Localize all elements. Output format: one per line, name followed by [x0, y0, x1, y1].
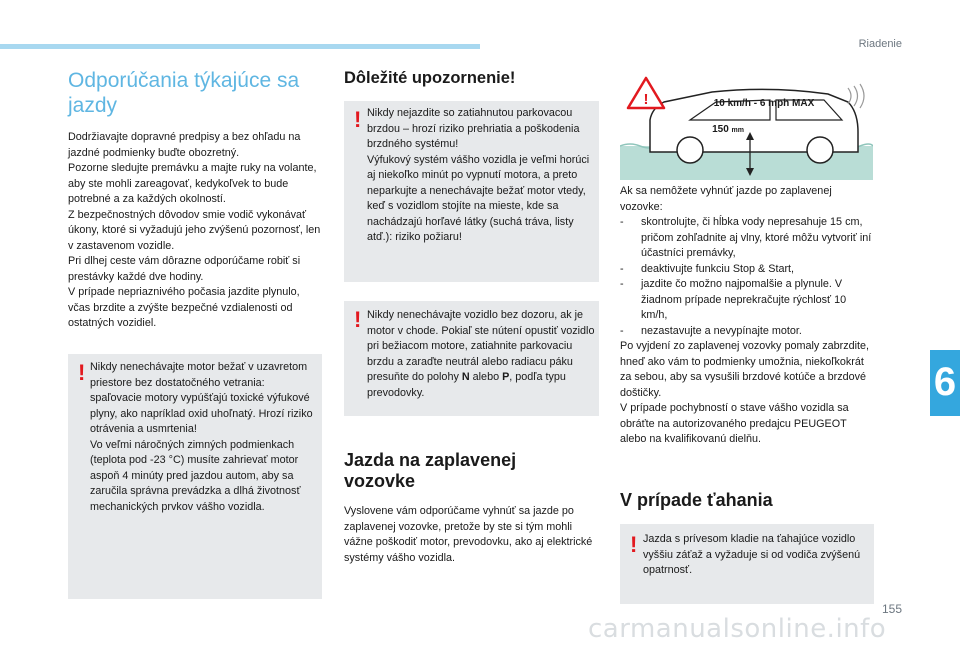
warning-text: Nikdy nejazdite so zatiahnutou parkovacou brzdou – hrozí riziko prehriatia a poškodenia brzdného systému! — [367, 107, 580, 150]
flood-after-text: V prípade pochybností o stave vášho vozidla sa obráťte na autorizovaného predajcu PEUGEOT alebo na kvalifikovanú dielňu. — [620, 402, 849, 445]
watermark: carmanualsonline.info — [588, 614, 887, 644]
section-title-important: Dôležité upozornenie! — [344, 69, 516, 87]
list-item: - skontrolujte, či hĺbka vody nepresahuje 15 cm, pričom zohľadnite aj vlny, ktoré môžu vytvoriť iní účastníci premávky, — [620, 216, 872, 259]
recommendation-paragraph: V prípade nepriaznivého počasia jazdite plynulo, včas brzdite a zvýšte bezpečné vzdialenosti od ostatných vozidiel. — [68, 286, 300, 329]
column-flood-instructions — [620, 184, 874, 448]
header-bar — [0, 44, 480, 49]
recommendation-paragraph: Pri dlhej ceste vám dôrazne odporúčame robiť si prestávky každé dve hodiny. — [68, 255, 301, 283]
recommendation-paragraph: Z bezpečnostných dôvodov smie vodič vykonávať úkony, ktoré si vyžadujú jeho zvýšenú pozornosť, len v zastavenom vozidle. — [68, 208, 321, 252]
warning-box-towing — [620, 524, 874, 604]
column-recommendations — [68, 68, 322, 332]
warning-icon: ! — [354, 307, 362, 332]
list-item: - jazdite čo možno najpomalšie a plynule. V žiadnom prípade neprekračujte rýchlosť 10 km/h, — [620, 278, 847, 321]
warning-text: Jazda s prívesom kladie na ťahajúce vozidlo vyššiu záťaž a vyžaduje si od vodiča zvýšenú opatrnosť. — [643, 533, 861, 576]
depth-unit: mm — [731, 127, 744, 134]
warning-text: Nikdy nenechávajte vozidlo bez dozoru, ak je motor v chode. Pokiaľ ste nútení opustiť vozidlo pri bežiacom motore, zatiahnite parkovaciu brzdu a zaraďte neutrál alebo radiacu páku presuňte do polohy N alebo P, podľa typu prevodovky. — [367, 309, 595, 399]
list-item: - deaktivujte funkciu Stop & Start, — [620, 262, 795, 275]
flooded-car-illustration — [620, 72, 873, 180]
section-flooded-road — [344, 450, 599, 566]
flood-instructions-list — [620, 215, 874, 339]
svg-text:!: ! — [643, 91, 649, 108]
warning-box-parking-brake — [344, 101, 599, 282]
warning-text: Vo veľmi náročných zimných podmienkach (teplota pod -23 °C) musíte zahrievať motor aspoň 4 minúty pred jazdou autom, aby sa zaručila správna prevádzka a dlhá životnosť mechanických prvkov vášho vozidla. — [90, 438, 301, 513]
warning-text: Výfukový systém vášho vozidla je veľmi horúci aj niekoľko minút po vypnutí motora, a preto neparkujte a nenechávajte bežať motor vtedy, keď s vozidlom stojíte na mieste, kde sa nachádzajú horľavé látky (suchá tráva, listy atď.): riziko požiaru! — [367, 153, 590, 243]
page-number: 155 — [881, 602, 902, 616]
chapter-title: Riadenie — [858, 38, 902, 50]
gear-position-p: P — [502, 371, 510, 383]
recommendation-paragraph: Pozorne sledujte premávku a majte ruky na volante, aby ste mohli zareagovať, kedykoľvek to bude potrebné a za každých okolností. — [68, 162, 317, 205]
warning-box-unattended — [344, 301, 599, 416]
flood-intro: Ak sa nemôžete vyhnúť jazde po zaplavenej vozovke: — [620, 185, 832, 213]
flood-after-text: Po vyjdení zo zaplavenej vozovky pomaly zabrzdite, hneď ako vám to podmienky umožnia, niekoľkokrát za sebou, aby sa vysušili brzdové kotúče a brzdové doštičky. — [620, 340, 870, 399]
chapter-tab-number: 6 — [933, 360, 957, 404]
warning-icon: ! — [354, 107, 362, 132]
warning-icon: ! — [78, 360, 86, 385]
section-title-recommendations: Odporúčania týkajúce sa jazdy — [68, 69, 300, 117]
flooded-road-text: Vyslovene vám odporúčame vyhnúť sa jazde po zaplavenej vozovke, pretože by ste si tým mohli vážne poškodiť motor, prevodovku, ako aj elektrické systémy vášho vozidla. — [344, 505, 593, 564]
warning-icon: ! — [630, 532, 638, 557]
speed-limit-label: 10 km/h - 6 mph MAX — [713, 98, 815, 109]
recommendation-paragraph: Dodržiavajte dopravné predpisy a bez ohľadu na jazdné podmienky buďte obozretný. — [68, 131, 301, 159]
section-title-flooded-road: Jazda na zaplavenej vozovke — [344, 450, 517, 491]
section-title-towing: V prípade ťahania — [620, 490, 773, 510]
gear-position-n: N — [461, 371, 470, 383]
warning-box-engine — [68, 354, 322, 599]
depth-value: 150 — [712, 124, 729, 135]
list-item: - nezastavujte a nevypínajte motor. — [620, 324, 802, 337]
warning-text: Nikdy nenechávajte motor bežať v uzavretom priestore bez dostatočného vetrania: spaľovacie motory vypúšťajú toxické výfukové plyny, ako napríklad oxid uhoľnatý. Hrozí riziko otrávenia a usmrtenia! — [90, 361, 313, 435]
